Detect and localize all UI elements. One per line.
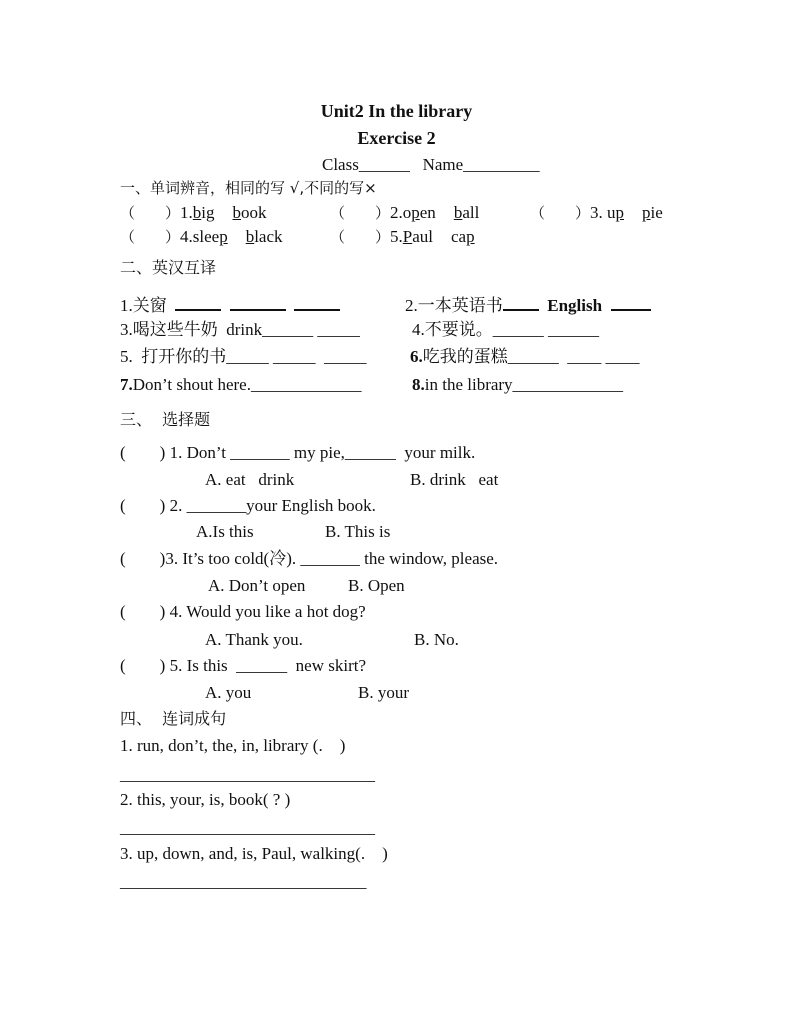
word-part: slee	[192, 227, 220, 246]
answer-parens: （ ）	[120, 228, 181, 246]
answer-line: _____________________________	[120, 872, 367, 891]
title: Unit2 In the library	[320, 101, 473, 121]
item-number: 3.	[590, 203, 608, 222]
word-2	[454, 203, 480, 222]
translate-q3: 3.喝这些牛奶 drink______ _____	[120, 320, 360, 339]
translate-q1: 1.关窗	[120, 295, 340, 316]
section-3-heading: 三、 选择题	[120, 410, 211, 429]
word-part: ie	[650, 203, 663, 222]
option-a: A.Is this	[196, 522, 254, 541]
option-a: A. Don’t open	[208, 576, 306, 595]
word-part: all	[462, 203, 480, 222]
word-part: ca	[451, 227, 467, 246]
word-2	[451, 227, 475, 246]
word-1	[607, 203, 624, 222]
underlined-letter: P	[402, 227, 413, 246]
subtitle: Exercise 2	[357, 128, 436, 148]
word-part: en	[419, 203, 436, 222]
sound-item	[330, 227, 475, 247]
underlined-letter: b	[232, 203, 241, 222]
option-b: B. Open	[348, 576, 405, 595]
option-b: B. your	[358, 683, 409, 702]
word-part: lack	[254, 227, 283, 246]
sound-item	[330, 203, 479, 223]
translate-q6: 6.吃我的蛋糕______ ____ ____	[410, 347, 640, 366]
underlined-letter: p	[642, 203, 651, 222]
underlined-letter: p	[411, 203, 420, 222]
translate-q7: 7.Don’t shout here._____________	[120, 375, 362, 394]
choice-question: ( ) 2. _______your English book.	[120, 496, 376, 515]
word-2	[642, 203, 663, 222]
answer-parens: （ ）	[530, 204, 591, 222]
sound-item	[120, 227, 283, 247]
reorder-question: 1. run, don’t, the, in, library (. )	[120, 736, 346, 755]
word-2	[246, 227, 283, 246]
word-part: ook	[241, 203, 267, 222]
translate-q8: 8.in the library_____________	[412, 375, 624, 394]
answer-line: ______________________________	[120, 765, 375, 784]
section-2-heading: 二、英汉互译	[120, 258, 217, 277]
translate-q2: 2.一本英语书 English	[405, 295, 651, 316]
translate-q5: 5. 打开你的书_____ _____ _____	[120, 347, 367, 366]
word-part: o	[402, 203, 412, 222]
word-part: ig	[201, 203, 215, 222]
underlined-letter: p	[466, 227, 475, 246]
option-b: B. drink eat	[410, 470, 499, 489]
word-part: u	[607, 203, 616, 222]
underlined-letter: b	[192, 203, 202, 222]
item-number: 1.	[180, 203, 193, 222]
choice-question: ( ) 1. Don’t _______ my pie,______ your milk.	[120, 443, 476, 462]
answer-parens: （ ）	[120, 204, 181, 222]
option-b: B. This is	[325, 522, 391, 541]
option-b: B. No.	[414, 630, 459, 649]
section-1-heading: 一、单词辨音，相同的写 √,不同的写×	[120, 179, 377, 197]
word-1	[403, 227, 433, 246]
word-part: aul	[412, 227, 434, 246]
item-number: 2.	[390, 203, 403, 222]
word-2	[233, 203, 267, 222]
answer-parens: （ ）	[330, 228, 391, 246]
answer-line: ______________________________	[120, 818, 375, 837]
word-1	[403, 203, 436, 222]
word-1	[193, 203, 215, 222]
name-label: Name_________	[422, 155, 540, 174]
underlined-letter: p	[219, 227, 228, 246]
reorder-question: 3. up, down, and, is, Paul, walking(. )	[120, 844, 388, 863]
sound-item	[530, 203, 663, 223]
item-number: 5.	[390, 227, 403, 246]
choice-question: ( )3. It’s too cold(冷). _______ the window, please.	[120, 549, 499, 568]
underlined-letter: b	[245, 227, 255, 246]
choice-question: ( ) 4. Would you like a hot dog?	[120, 602, 366, 621]
choice-question: ( ) 5. Is this ______ new skirt?	[120, 656, 367, 675]
underlined-letter: b	[453, 203, 463, 222]
class-name-line	[322, 155, 540, 175]
translate-q4: 4.不要说。______ ______	[412, 320, 599, 339]
option-a: A. eat drink	[205, 470, 295, 489]
class-label: Class______	[322, 155, 410, 174]
section-4-heading: 四、 连词成句	[120, 709, 227, 728]
option-a: A. you	[205, 683, 252, 702]
underlined-letter: p	[615, 203, 625, 222]
reorder-question: 2. this, your, is, book( ? )	[120, 790, 291, 809]
item-number: 4.	[180, 227, 193, 246]
option-a: A. Thank you.	[205, 630, 303, 649]
answer-parens: （ ）	[330, 204, 391, 222]
sound-item	[120, 203, 267, 223]
word-1	[193, 227, 228, 246]
